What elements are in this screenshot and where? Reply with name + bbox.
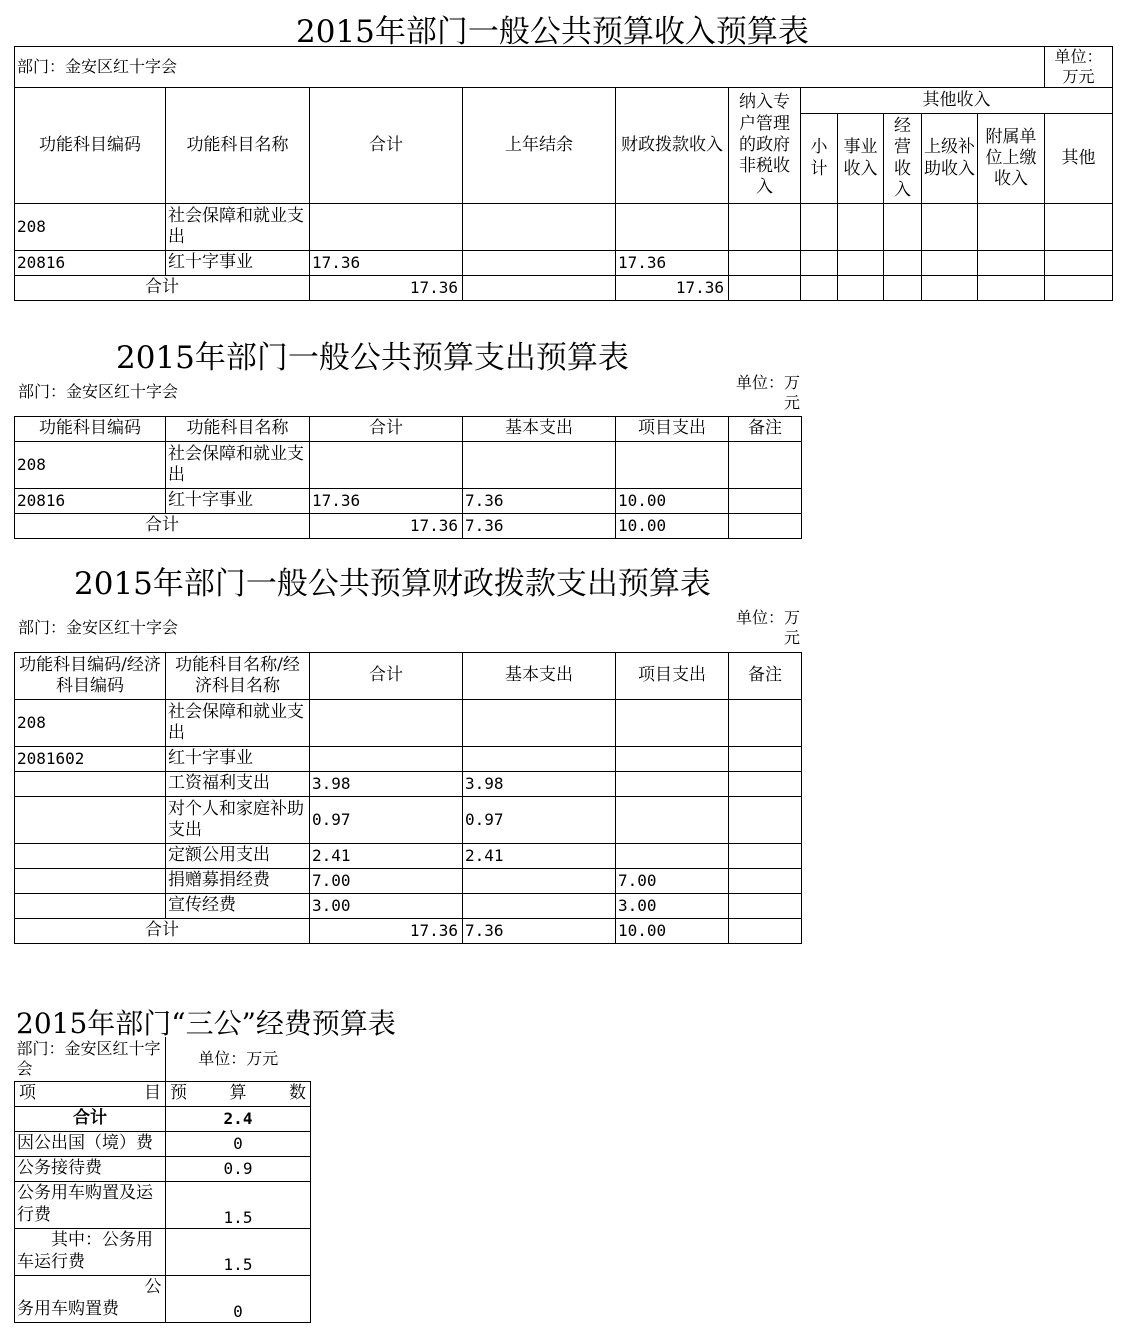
income-h-fiscal: 财政拨款收入 <box>616 88 729 204</box>
table-row <box>15 844 802 869</box>
fiscal-basic: 0.97 <box>463 797 616 844</box>
income-h-subtotal: 小计 <box>801 114 838 204</box>
three-public-unit: 单位：万元 <box>166 1037 311 1081</box>
expense-h-project: 项目支出 <box>616 417 729 442</box>
expense-project: 10.00 <box>616 489 729 514</box>
income-h-total: 合计 <box>310 88 463 204</box>
three-public-value: 1.5 <box>166 1228 311 1275</box>
income-name: 红十字事业 <box>166 251 310 276</box>
fiscal-name: 宣传经费 <box>166 894 310 919</box>
expense-sum-basic: 7.36 <box>463 514 616 539</box>
expense-sum-total: 17.36 <box>310 514 463 539</box>
income-h-misc: 其他 <box>1045 114 1113 204</box>
table-row <box>15 919 802 944</box>
fiscal-h-basic: 基本支出 <box>463 653 616 700</box>
fiscal-expense-dept: 部门：金安区红十字会 <box>18 618 179 637</box>
fiscal-sum-label: 合计 <box>15 919 310 944</box>
table-row <box>15 747 802 772</box>
three-public-budget-table <box>14 1037 311 1323</box>
expense-h-remark: 备注 <box>729 417 802 442</box>
three-public-table-title: 2015年部门“三公”经费预算表 <box>16 1007 396 1040</box>
income-code: 208 <box>15 204 166 251</box>
income-h-operating: 经营收入 <box>884 114 922 204</box>
fiscal-h-project: 项目支出 <box>616 653 729 700</box>
fiscal-basic: 2.41 <box>463 844 616 869</box>
income-h-upper-subsidy: 上级补助收入 <box>922 114 978 204</box>
income-total <box>310 204 463 251</box>
income-h-attached: 附属单位上缴收入 <box>978 114 1045 204</box>
fiscal-sum-project: 10.00 <box>616 919 729 944</box>
expense-project <box>616 442 729 489</box>
income-unit: 单位：万元 <box>1045 47 1113 88</box>
fiscal-project <box>616 747 729 772</box>
expense-total: 17.36 <box>310 489 463 514</box>
expense-budget-table <box>14 416 802 539</box>
fiscal-sum-total: 17.36 <box>310 919 463 944</box>
table-row <box>15 869 802 894</box>
three-public-item: 其中：公务用车运行费 <box>15 1228 166 1275</box>
three-public-item: 公务用车购置及运行费 <box>15 1181 166 1228</box>
income-h-nontax: 纳入专户管理的政府非税收入 <box>729 88 801 204</box>
fiscal-project <box>616 700 729 747</box>
expense-h-code: 功能科目编码 <box>15 417 166 442</box>
fiscal-name: 工资福利支出 <box>166 772 310 797</box>
fiscal-project: 3.00 <box>616 894 729 919</box>
fiscal-expense-budget-table <box>14 652 802 944</box>
expense-dept: 部门：金安区红十字会 <box>18 382 179 401</box>
income-dept: 部门：金安区红十字会 <box>15 47 1045 88</box>
fiscal-total: 7.00 <box>310 869 463 894</box>
table-row <box>15 797 802 844</box>
expense-name: 社会保障和就业支出 <box>166 442 310 489</box>
fiscal-expense-table-title: 2015年部门一般公共预算财政拨款支出预算表 <box>74 566 711 602</box>
expense-basic: 7.36 <box>463 489 616 514</box>
fiscal-code <box>15 869 166 894</box>
table-row <box>15 1106 311 1131</box>
fiscal-h-total: 合计 <box>310 653 463 700</box>
fiscal-basic <box>463 869 616 894</box>
income-code: 20816 <box>15 251 166 276</box>
table-row <box>15 1131 311 1156</box>
three-public-h-budget: 预算数 <box>166 1081 311 1106</box>
fiscal-project: 7.00 <box>616 869 729 894</box>
fiscal-project <box>616 844 729 869</box>
table-row <box>15 772 802 797</box>
expense-h-name: 功能科目名称 <box>166 417 310 442</box>
fiscal-total: 0.97 <box>310 797 463 844</box>
table-row <box>15 514 802 539</box>
income-sum-label: 合计 <box>15 276 310 301</box>
fiscal-sum-basic: 7.36 <box>463 919 616 944</box>
fiscal-name: 对个人和家庭补助支出 <box>166 797 310 844</box>
three-public-h-item: 项目 <box>15 1081 166 1106</box>
fiscal-name: 红十字事业 <box>166 747 310 772</box>
expense-code: 208 <box>15 442 166 489</box>
table-row <box>15 276 1113 301</box>
fiscal-h-name: 功能科目名称/经济科目名称 <box>166 653 310 700</box>
fiscal-name: 定额公用支出 <box>166 844 310 869</box>
fiscal-total <box>310 700 463 747</box>
fiscal-h-remark: 备注 <box>729 653 802 700</box>
fiscal-project <box>616 772 729 797</box>
fiscal-code: 2081602 <box>15 747 166 772</box>
expense-code: 20816 <box>15 489 166 514</box>
fiscal-code <box>15 797 166 844</box>
fiscal-total <box>310 747 463 772</box>
income-sum-total: 17.36 <box>310 276 463 301</box>
fiscal-code <box>15 894 166 919</box>
income-budget-table <box>14 46 1113 301</box>
fiscal-name: 捐赠募捐经费 <box>166 869 310 894</box>
table-row <box>15 1228 311 1275</box>
fiscal-code <box>15 844 166 869</box>
fiscal-code: 208 <box>15 700 166 747</box>
fiscal-basic <box>463 747 616 772</box>
fiscal-total: 3.98 <box>310 772 463 797</box>
three-public-sum-label: 合计 <box>15 1106 166 1131</box>
expense-name: 红十字事业 <box>166 489 310 514</box>
fiscal-name: 社会保障和就业支出 <box>166 700 310 747</box>
expense-h-total: 合计 <box>310 417 463 442</box>
income-h-other: 其他收入 <box>801 88 1113 114</box>
three-public-item: 公务接待费 <box>15 1156 166 1181</box>
table-row <box>15 1156 311 1181</box>
fiscal-project <box>616 797 729 844</box>
expense-basic <box>463 442 616 489</box>
table-row <box>15 204 1113 251</box>
table-row <box>15 1275 311 1322</box>
expense-unit: 单位：万元 <box>735 373 800 412</box>
three-public-dept: 部门：金安区红十字会 <box>15 1037 166 1081</box>
three-public-item: 因公出国（境）费 <box>15 1131 166 1156</box>
income-table-title: 2015年部门一般公共预算收入预算表 <box>296 14 809 50</box>
expense-table-title: 2015年部门一般公共预算支出预算表 <box>116 340 629 376</box>
three-public-value: 1.5 <box>166 1181 311 1228</box>
three-public-value: 0 <box>166 1275 311 1322</box>
income-fiscal: 17.36 <box>616 251 729 276</box>
expense-h-basic: 基本支出 <box>463 417 616 442</box>
income-sum-fiscal: 17.36 <box>616 276 729 301</box>
expense-total <box>310 442 463 489</box>
table-row <box>15 700 802 747</box>
income-name: 社会保障和就业支出 <box>166 204 310 251</box>
expense-sum-label: 合计 <box>15 514 310 539</box>
three-public-item: 公务用车购置费 <box>15 1275 166 1322</box>
fiscal-total: 3.00 <box>310 894 463 919</box>
table-row <box>15 489 802 514</box>
fiscal-basic <box>463 894 616 919</box>
three-public-sum-value: 2.4 <box>166 1106 311 1131</box>
income-h-business: 事业收入 <box>838 114 884 204</box>
income-h-name: 功能科目名称 <box>166 88 310 204</box>
table-row <box>15 894 802 919</box>
fiscal-h-code: 功能科目编码/经济科目编码 <box>15 653 166 700</box>
fiscal-total: 2.41 <box>310 844 463 869</box>
table-row <box>15 251 1113 276</box>
income-total: 17.36 <box>310 251 463 276</box>
income-fiscal <box>616 204 729 251</box>
three-public-value: 0.9 <box>166 1156 311 1181</box>
table-row <box>15 442 802 489</box>
expense-sum-project: 10.00 <box>616 514 729 539</box>
fiscal-expense-unit: 单位：万元 <box>735 608 800 647</box>
income-h-code: 功能科目编码 <box>15 88 166 204</box>
income-h-last-balance: 上年结余 <box>463 88 616 204</box>
fiscal-code <box>15 772 166 797</box>
fiscal-basic: 3.98 <box>463 772 616 797</box>
fiscal-basic <box>463 700 616 747</box>
table-row <box>15 1181 311 1228</box>
three-public-value: 0 <box>166 1131 311 1156</box>
